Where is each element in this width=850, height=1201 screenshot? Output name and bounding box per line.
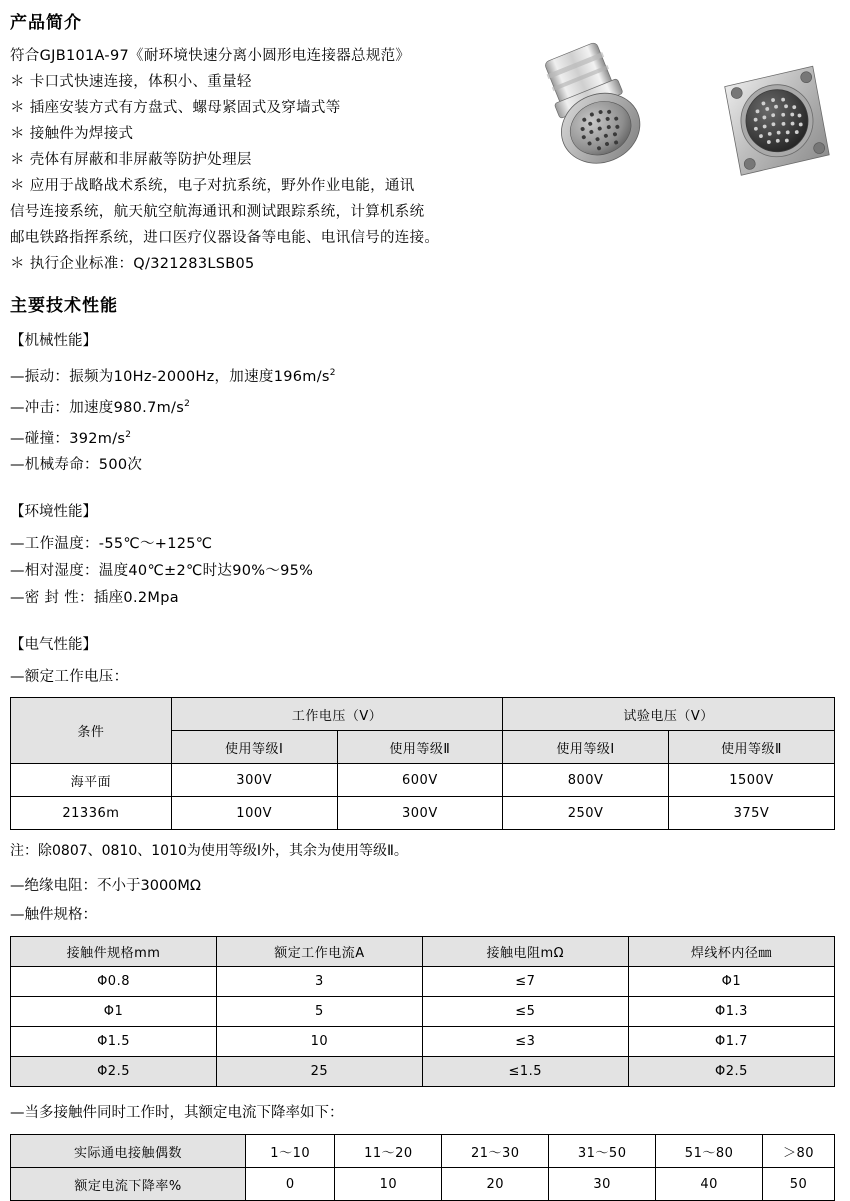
- mechanical-line: —机械寿命：500次: [10, 457, 143, 474]
- intro-line: 邮电铁路指挥系统，进口医疗仪器设备等电能、电讯信号的连接。: [10, 230, 440, 246]
- table-cell: Φ1: [628, 967, 834, 997]
- voltage-subheader: 使用等级Ⅱ: [337, 731, 503, 764]
- table-cell: 1500V: [668, 764, 834, 797]
- table-cell: 10: [217, 1027, 423, 1057]
- derate-table-body: [11, 1135, 835, 1201]
- table-cell: Φ1.5: [11, 1027, 217, 1057]
- table-cell: 10: [335, 1168, 442, 1201]
- intro-line: 信号连接系统，航天航空航海通讯和测试跟踪系统，计算机系统: [10, 204, 425, 220]
- contact-table-body: [11, 967, 835, 1087]
- table-cell: 30: [549, 1168, 656, 1201]
- table-row: [11, 1057, 835, 1087]
- mechanical-line-text: —振动：振频为10Hz-2000Hz，加速度196m/s: [10, 368, 330, 385]
- superscript: 2: [329, 368, 336, 378]
- insulation-line: —绝缘电阻：不小于3000MΩ: [10, 878, 201, 895]
- table-cell: 21336m: [11, 797, 172, 830]
- table-cell: ≤7: [422, 967, 628, 997]
- contact-spec-label: —触件规格：: [10, 907, 97, 924]
- intro-line: ＊ 卡口式快速连接，体积小、重量轻: [10, 74, 252, 90]
- table-row: [11, 937, 835, 967]
- table-cell: ≤1.5: [422, 1057, 628, 1087]
- table-cell: Φ1.3: [628, 997, 834, 1027]
- table-cell: 21～30: [442, 1135, 549, 1168]
- tech-section-title: 主要技术性能: [10, 296, 118, 316]
- voltage-subheader: 使用等级Ⅰ: [171, 731, 337, 764]
- voltage-header-test: 试验电压（V）: [503, 698, 835, 731]
- contact-table-head: [11, 937, 835, 967]
- intro-line: ＊ 执行企业标准：Q/321283LSB05: [10, 256, 255, 272]
- table-cell: 600V: [337, 764, 503, 797]
- table-cell: 3: [217, 967, 423, 997]
- mechanical-line: [10, 391, 840, 422]
- derate-table: [10, 1134, 835, 1201]
- table-cell: Φ2.5: [11, 1057, 217, 1087]
- derate-row-label: 额定电流下降率%: [11, 1168, 246, 1201]
- table-row: [11, 797, 835, 830]
- mechanical-line: [10, 422, 840, 453]
- table-row: [11, 1135, 835, 1168]
- connector-receptacle-photo: [716, 62, 834, 184]
- superscript: 2: [125, 429, 132, 440]
- contact-header: 接触件规格mm: [11, 937, 217, 967]
- mechanical-line: [10, 360, 840, 391]
- table-cell: ≤3: [422, 1027, 628, 1057]
- table-row: [11, 1027, 835, 1057]
- connector-plug-photo: [538, 40, 668, 184]
- voltage-table-head: [11, 698, 835, 764]
- receptacle-illustration: [716, 62, 834, 180]
- table-cell: 50: [763, 1168, 835, 1201]
- table-cell: 100V: [171, 797, 337, 830]
- table-cell: 300V: [171, 764, 337, 797]
- table-row: [11, 764, 835, 797]
- table-row: [11, 1168, 835, 1201]
- contact-table: [10, 936, 835, 1087]
- table-cell: Φ2.5: [628, 1057, 834, 1087]
- intro-line: ＊ 插座安装方式有方盘式、螺母紧固式及穿墙式等: [10, 100, 341, 116]
- table-cell: 20: [442, 1168, 549, 1201]
- table-cell: ≤5: [422, 997, 628, 1027]
- voltage-header-working: 工作电压（V）: [171, 698, 502, 731]
- table-row: [11, 997, 835, 1027]
- environment-line: —工作温度：-55℃～+125℃: [10, 536, 213, 553]
- table-cell: 40: [656, 1168, 763, 1201]
- table-cell: 51～80: [656, 1135, 763, 1168]
- voltage-subheader: 使用等级Ⅱ: [668, 731, 834, 764]
- derate-label: —当多接触件同时工作时，其额定电流下降率如下：: [10, 1105, 344, 1122]
- table-cell: 5: [217, 997, 423, 1027]
- derate-row-label: 实际通电接触偶数: [11, 1135, 246, 1168]
- rated-voltage-label: —额定工作电压：: [10, 669, 129, 686]
- table-cell: 250V: [503, 797, 669, 830]
- plug-illustration: [538, 40, 668, 180]
- environment-line: —密 封 性：插座0.2Mpa: [10, 590, 179, 607]
- superscript: 2: [184, 398, 191, 409]
- contact-header: 额定工作电流A: [217, 937, 423, 967]
- table-cell: ＞80: [763, 1135, 835, 1168]
- table-cell: 25: [217, 1057, 423, 1087]
- electrical-heading: 【电气性能】: [10, 637, 97, 654]
- table-cell: 1～10: [246, 1135, 335, 1168]
- table-cell: Φ1: [11, 997, 217, 1027]
- product-photos: [538, 36, 838, 196]
- mechanical-heading: 【机械性能】: [10, 333, 97, 349]
- page-title: 产品简介: [10, 13, 82, 33]
- voltage-table: [10, 697, 835, 830]
- intro-line: ＊ 接触件为焊接式: [10, 126, 134, 142]
- voltage-header-condition: 条件: [11, 698, 172, 764]
- table-cell: 800V: [503, 764, 669, 797]
- mechanical-line-text: —冲击：加速度980.7m/s: [10, 399, 185, 416]
- voltage-table-body: [11, 764, 835, 830]
- voltage-subheader: 使用等级Ⅰ: [503, 731, 669, 764]
- environment-heading: 【环境性能】: [10, 504, 97, 521]
- table-row: [11, 698, 835, 731]
- intro-line: ＊ 应用于战略战术系统，电子对抗系统，野外作业电能，通讯: [10, 178, 415, 194]
- table-row: [11, 967, 835, 997]
- contact-header: 焊线杯内径㎜: [628, 937, 834, 967]
- intro-line: ＊ 壳体有屏蔽和非屏蔽等防护处理层: [10, 152, 252, 168]
- table-cell: 31～50: [549, 1135, 656, 1168]
- intro-line: 符合GJB101A-97《耐环境快速分离小圆形电连接器总规范》: [10, 48, 411, 64]
- table-cell: 375V: [668, 797, 834, 830]
- table-cell: 海平面: [11, 764, 172, 797]
- table-cell: Φ0.8: [11, 967, 217, 997]
- table-cell: 11～20: [335, 1135, 442, 1168]
- environment-line: —相对湿度：温度40℃±2℃时达90%～95%: [10, 563, 314, 580]
- voltage-note: 注：除0807、0810、1010为使用等级Ⅰ外，其余为使用等级Ⅱ。: [10, 843, 408, 860]
- table-cell: 0: [246, 1168, 335, 1201]
- mechanical-line-text: —碰撞：392m/s: [10, 430, 126, 447]
- intro-block: [10, 43, 510, 277]
- contact-header: 接触电阻mΩ: [422, 937, 628, 967]
- table-cell: 300V: [337, 797, 503, 830]
- table-cell: Φ1.7: [628, 1027, 834, 1057]
